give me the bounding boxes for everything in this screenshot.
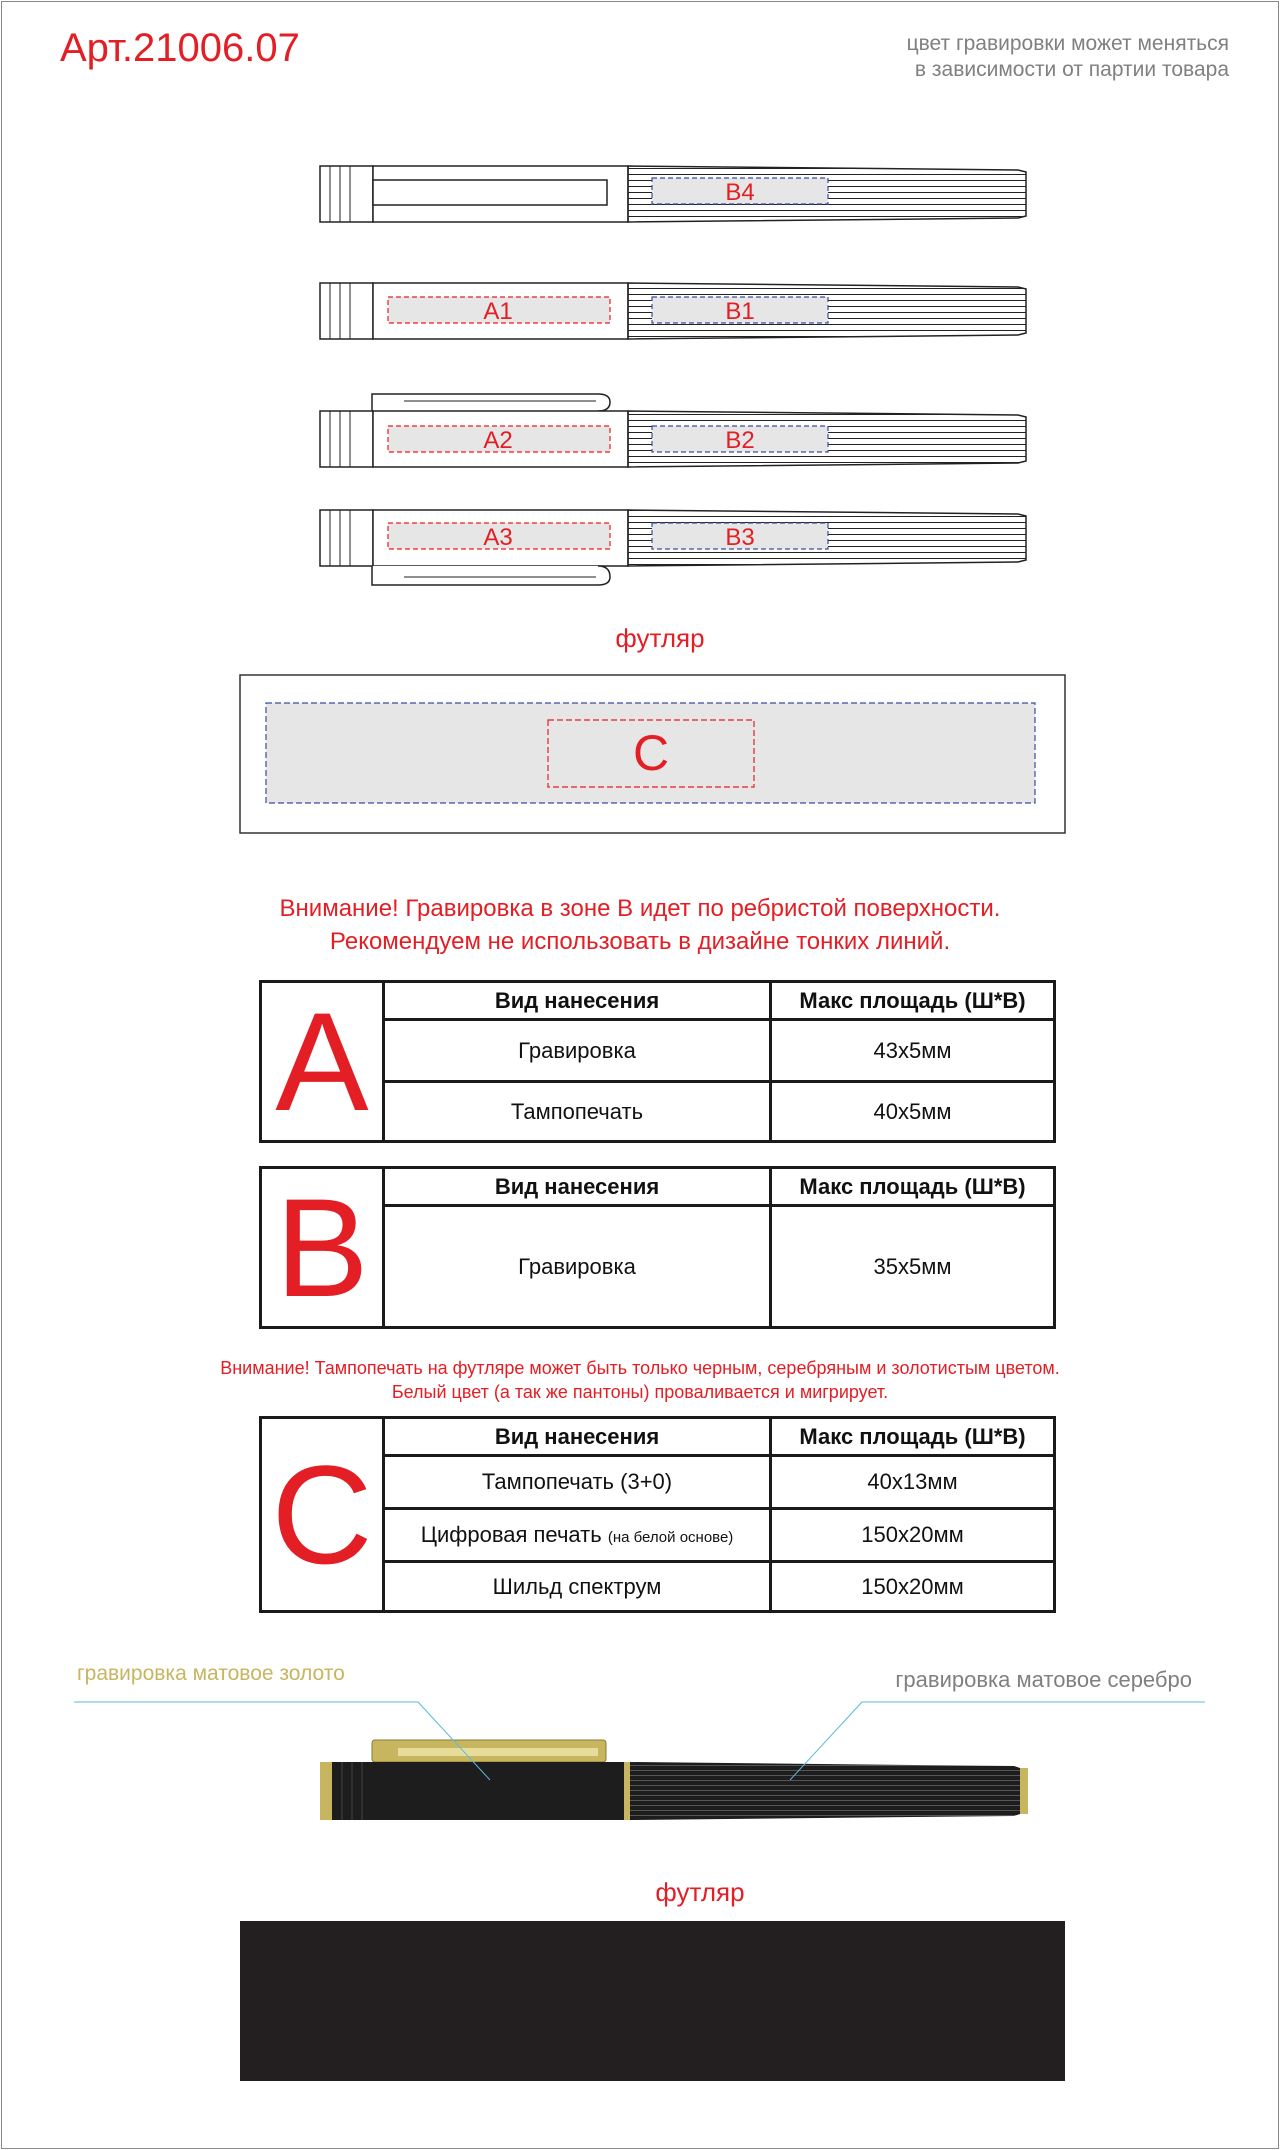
table-a-row1-area: 43х5мм xyxy=(771,1020,1055,1082)
table-a-head-area: Макс площадь (Ш*В) xyxy=(771,982,1055,1020)
table-c-row3-area: 150х20мм xyxy=(771,1562,1055,1612)
table-c-row1-method: Тампопечать (3+0) xyxy=(384,1456,771,1509)
engraving-color-note-line2: в зависимости от партии товара xyxy=(914,58,1229,81)
table-a-row2-area: 40х5мм xyxy=(771,1082,1055,1142)
table-b-head-method: Вид нанесения xyxy=(384,1168,771,1206)
table-c-row3-method: Шильд спектрум xyxy=(384,1562,771,1612)
zone-label-b4: B4 xyxy=(725,179,755,206)
zone-label-a2: A2 xyxy=(483,427,513,454)
case-black xyxy=(240,1921,1065,2081)
pen-view-clip-bottom xyxy=(320,510,1026,585)
table-b-row1-method: Гравировка xyxy=(384,1206,771,1328)
pen-black-finish xyxy=(320,1740,1028,1820)
spec-table-c xyxy=(259,1416,1056,1613)
table-c-head-area: Макс площадь (Ш*В) xyxy=(771,1418,1055,1456)
pen-view-clip-top xyxy=(320,394,1026,467)
case-title: футляр xyxy=(615,623,705,653)
table-c-row2-method-note: (на белой основе) xyxy=(607,1529,734,1546)
warning-ribbed-line1: Внимание! Гравировка в зоне В идет по ребристой поверхности. xyxy=(279,895,1001,922)
table-a-row1-method: Гравировка xyxy=(384,1020,771,1082)
silver-engraving-label: гравировка матовое серебро xyxy=(895,1667,1192,1692)
zone-label-b1: B1 xyxy=(725,298,755,325)
zone-label-b3: B3 xyxy=(725,524,755,551)
warning-ribbed-line2: Рекомендуем не использовать в дизайне тонких линий. xyxy=(329,928,951,955)
table-b-head-area: Макс площадь (Ш*В) xyxy=(771,1168,1055,1206)
table-c-row2-area: 150х20мм xyxy=(771,1509,1055,1562)
article-number: Арт.21006.07 xyxy=(60,26,300,70)
table-c-head-method: Вид нанесения xyxy=(384,1418,771,1456)
spec-table-b xyxy=(259,1166,1056,1329)
table-c-letter: C xyxy=(261,1418,384,1612)
table-b-letter: B xyxy=(261,1168,384,1328)
warning-case-print-line2: Белый цвет (а так же пантоны) проваливается и мигрирует. xyxy=(391,1382,889,1402)
spec-table-a xyxy=(259,980,1056,1143)
table-a-row2-method: Тампопечать xyxy=(384,1082,771,1142)
table-c-row1-area: 40х13мм xyxy=(771,1456,1055,1509)
zone-label-b2: B2 xyxy=(725,427,755,454)
table-b-row1-area: 35х5мм xyxy=(771,1206,1055,1328)
zone-label-c: C xyxy=(632,725,670,781)
pen-view-front xyxy=(320,283,1026,339)
pen-view-top xyxy=(320,166,1026,222)
gold-engraving-label: гравировка матовое золото xyxy=(77,1662,345,1685)
warning-case-print-line1: Внимание! Тампопечать на футляре может быть только черным, серебряным и золотистым цветом. xyxy=(220,1358,1060,1378)
table-a-head-method: Вид нанесения xyxy=(384,982,771,1020)
zone-label-a3: A3 xyxy=(483,524,513,551)
engraving-color-note-line1: цвет гравировки может меняться xyxy=(906,32,1229,55)
zone-label-a1: A1 xyxy=(483,298,513,325)
case-black-title: футляр xyxy=(655,1877,745,1907)
table-c-row2-method: Цифровая печать (на белой основе) xyxy=(384,1509,771,1562)
table-a-letter: A xyxy=(261,982,384,1142)
